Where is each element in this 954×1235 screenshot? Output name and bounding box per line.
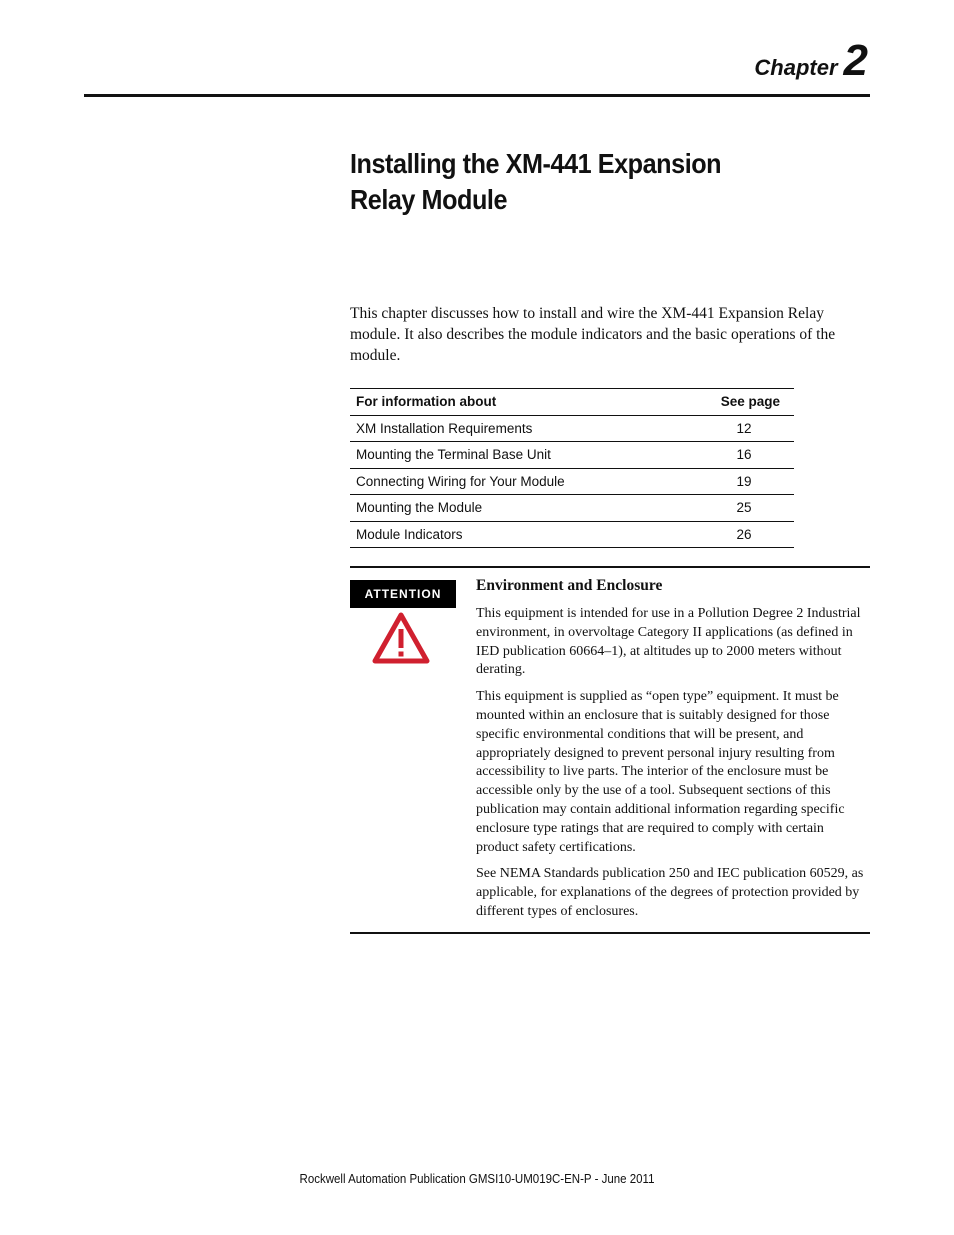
attention-top-rule [350,566,870,568]
row-topic: Mounting the Module [350,495,694,522]
attention-content [476,576,870,930]
page-title: Installing the XM-441 Expansion Relay Module [350,148,722,215]
attention-paragraph: This equipment is intended for use in a Pollution Degree 2 Industrial environment, in overvoltage Category II applications (as defined in IED publication 60664–1), at altitudes up to 2000 meters without derating. [476,606,861,678]
chapter-heading [754,36,868,86]
row-page: 26 [694,521,794,548]
table-row [350,521,794,548]
chapter-number: 2 [843,36,868,85]
table-header-row [350,389,794,416]
intro-paragraph: This chapter discusses how to install and wire the XM-441 Expansion Relay module. It also describes the module indicators and the basic operations of the module. [350,305,836,364]
header-topic: For information about [350,389,694,416]
chapter-label: Chapter [754,55,838,80]
contents-table [350,388,794,548]
table-row [350,495,794,522]
header-page: See page [694,389,794,416]
attention-badge: ATTENTION [350,580,456,608]
row-page: 25 [694,495,794,522]
row-topic: Mounting the Terminal Base Unit [350,442,694,469]
warning-triangle-icon [372,612,430,664]
row-topic: Module Indicators [350,521,694,548]
row-page: 16 [694,442,794,469]
attention-paragraph: This equipment is supplied as “open type” equipment. It must be mounted within an enclosure that is suitably designed for those specific environmental conditions that will be present, and appropriately designed to prevent personal injury resulting from accessibility to live parts. The interior of the enclosure must be accessible only by the use of a tool. Subsequent sections of this publication may contain additional information regarding specific enclosure type ratings that are required to comply with certain product safety certifications. [476,689,845,855]
table-row [350,415,794,442]
row-page: 19 [694,468,794,495]
page-footer: Rockwell Automation Publication GMSI10-UM019C-EN-P - June 2011 [299,1172,655,1186]
attention-heading: Environment and Enclosure [476,577,663,594]
table-row [350,442,794,469]
attention-paragraph: See NEMA Standards publication 250 and IEC publication 60529, as applicable, for explanations of the degrees of protection provided by different types of enclosures. [476,866,864,919]
attention-bottom-rule [350,932,870,934]
table-row [350,468,794,495]
row-topic: Connecting Wiring for Your Module [350,468,694,495]
row-page: 12 [694,415,794,442]
header-rule [84,94,870,97]
row-topic: XM Installation Requirements [350,415,694,442]
